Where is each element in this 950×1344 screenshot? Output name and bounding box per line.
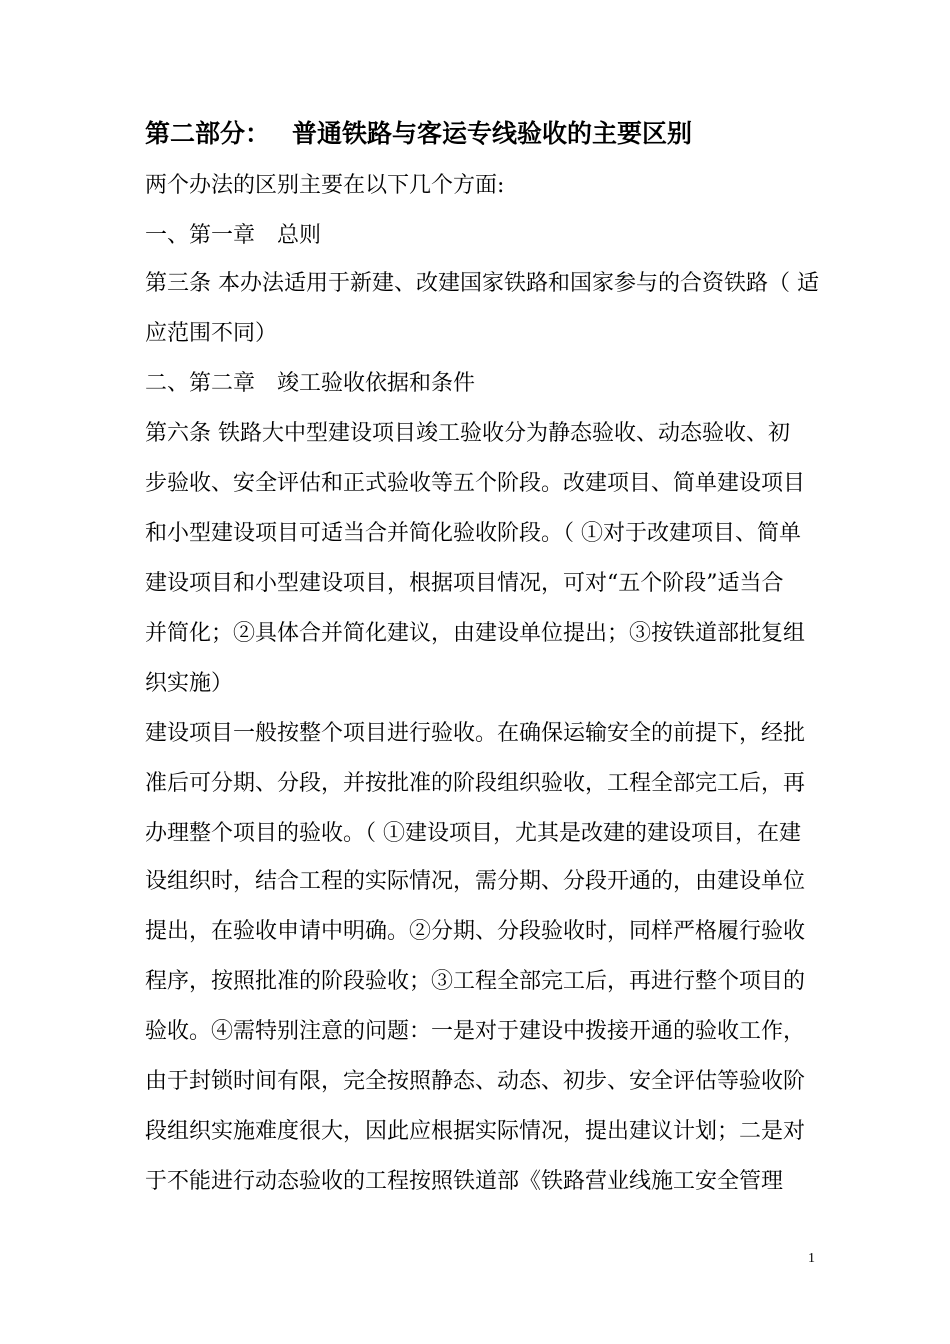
text-line: 两个办法的区别主要在以下几个方面:: [145, 173, 505, 198]
text-line: 段组织实施难度很大，因此应根据实际情况，提出建议计划；二是对: [145, 1119, 806, 1144]
chapter-heading: 一、第一章 总则: [145, 223, 322, 248]
section-heading: [145, 114, 692, 154]
text-line: 第三条 本办法适用于新建、改建国家铁路和国家参与的合资铁路（ 适: [145, 271, 819, 296]
text-line: 和小型建设项目可适当合并简化验收阶段。（ ①对于改建项目、简单: [145, 521, 801, 546]
text-line: 验收。④需特别注意的问题：一是对于建设中拨接开通的验收工作，: [145, 1019, 806, 1044]
text-line: 准后可分期、分段，并按批准的阶段组织验收，工程全部完工后，再: [145, 771, 806, 796]
text-line: 应范围不同）: [145, 321, 278, 346]
heading-title: 普通铁路与客运专线验收的主要区别: [292, 119, 693, 148]
text-line: 程序，按照批准的阶段验收；③工程全部完工后，再进行整个项目的: [145, 969, 806, 994]
text-line: 提出，在验收申请中明确。②分期、分段验收时，同样严格履行验收: [145, 919, 806, 944]
text-line: 步验收、安全评估和正式验收等五个阶段。改建项目、简单建设项目: [145, 471, 806, 496]
text-line: 并简化；②具体合并简化建议，由建设单位提出；③按铁道部批复组: [145, 621, 806, 646]
text-line: 由于封锁时间有限，完全按照静态、动态、初步、安全评估等验收阶: [145, 1069, 806, 1094]
chapter-heading: 二、第二章 竣工验收依据和条件: [145, 371, 476, 396]
text-line: 织实施）: [145, 671, 234, 696]
text-line: 建设项目和小型建设项目，根据项目情况，可对“五个阶段”适当合: [145, 571, 784, 596]
text-line: 设组织时，结合工程的实际情况，需分期、分段开通的，由建设单位: [145, 869, 806, 894]
heading-part-label: 第二部分：: [145, 119, 271, 148]
text-line: 于不能进行动态验收的工程按照铁道部《铁路营业线施工安全管理: [145, 1169, 784, 1194]
page-number: 1: [808, 1251, 815, 1266]
text-line: 办理整个项目的验收。（ ①建设项目，尤其是改建的建设项目，在建: [145, 821, 801, 846]
text-line: 建设项目一般按整个项目进行验收。在确保运输安全的前提下，经批: [145, 721, 806, 746]
text-line: 第六条 铁路大中型建设项目竣工验收分为静态验收、动态验收、初: [145, 421, 790, 446]
